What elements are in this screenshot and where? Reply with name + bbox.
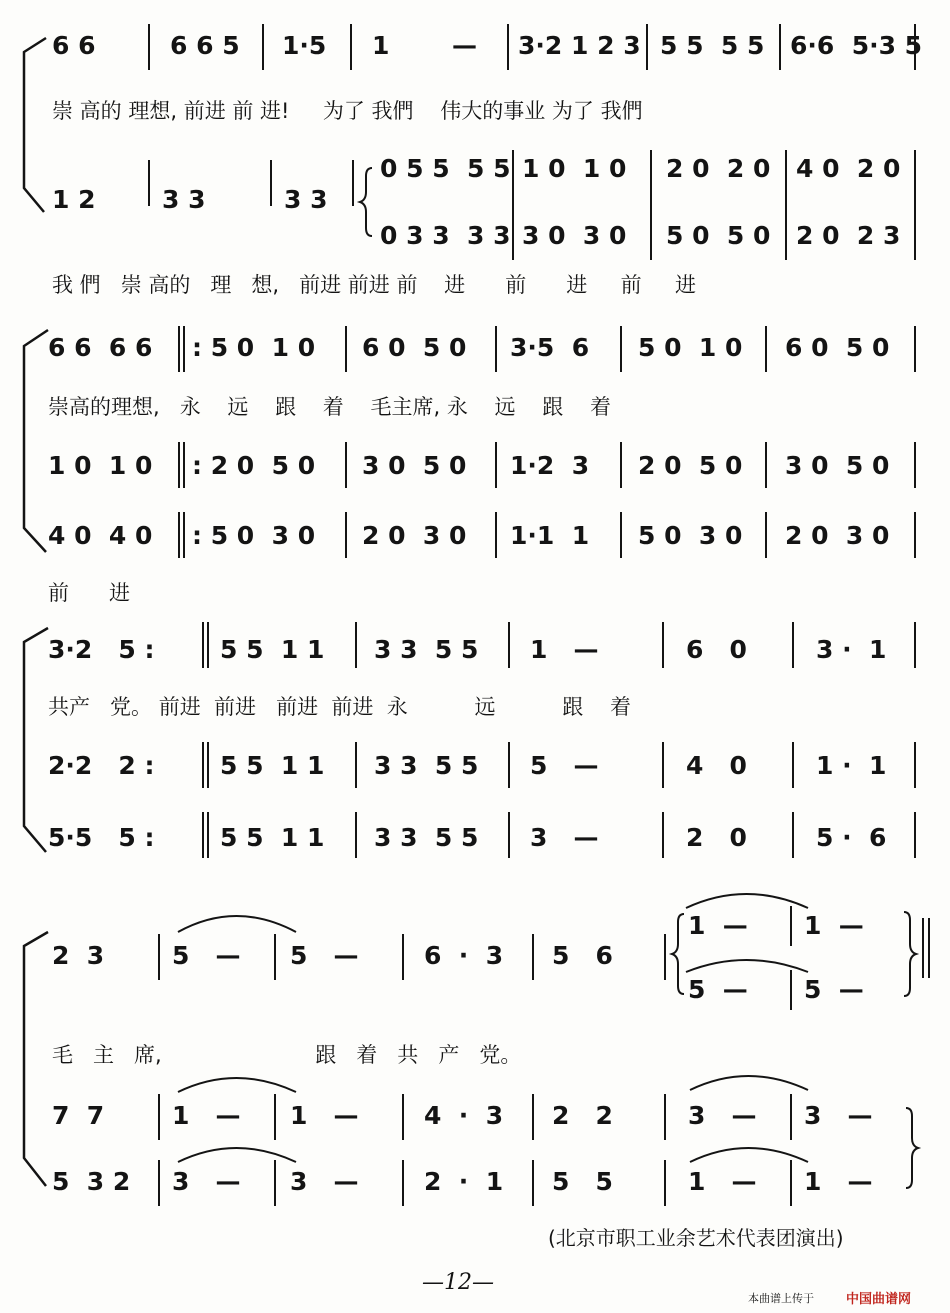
notes-s3r2-m6: 1 · 1 xyxy=(816,751,887,780)
notes-s2r3-m4: 1·1 1 xyxy=(510,521,590,550)
notes-s4r4-m2: 3 — xyxy=(172,1167,241,1196)
notes-s4r3-m5: 2 2 xyxy=(552,1101,613,1130)
notes-s2r1-m1: 6 6 6 6 xyxy=(48,333,153,362)
notes-s2r1-m5: 5 0 1 0 xyxy=(638,333,743,362)
notes-s1r3-m4: 2 0 2 3 xyxy=(796,221,901,250)
notes-s1r2-m3: 3 3 xyxy=(284,185,328,214)
notes-s2r2-m3: 3 0 5 0 xyxy=(362,451,467,480)
notes-s3r1-m3: 3 3 5 5 xyxy=(374,635,479,664)
lyrics-s2-1: 崇高的理想, 永 远 跟 着 毛主席, 永 远 跟 着 xyxy=(48,395,611,419)
notes-s4r4-m5: 5 5 xyxy=(552,1167,613,1196)
notes-s1r3-m3: 5 0 5 0 xyxy=(666,221,771,250)
notes-s4r4-m1: 5 3 2 xyxy=(52,1167,131,1196)
notes-s4r1-m2: 5 — xyxy=(172,941,241,970)
notes-s2r2-m6: 3 0 5 0 xyxy=(785,451,890,480)
notes-s2r1-m6: 6 0 5 0 xyxy=(785,333,890,362)
notes-s4r1-m1: 2 3 xyxy=(52,941,105,970)
notes-s2r3-m5: 5 0 3 0 xyxy=(638,521,743,550)
notes-s3r1-m6: 3 · 1 xyxy=(816,635,887,664)
notes-s1r1-m3: 1·5 xyxy=(282,31,327,60)
notes-s3r2-m3: 3 3 5 5 xyxy=(374,751,479,780)
notes-s4r3-m2: 1 — xyxy=(172,1101,241,1130)
notes-s4r1-m6: 1 — xyxy=(688,911,748,940)
notes-s4r4-m6: 1 — xyxy=(688,1167,757,1196)
notes-s3r3-m4: 3 — xyxy=(530,823,599,852)
notes-s1r1-m2: 6 6 5 xyxy=(170,31,240,60)
notes-s1r3-m1: 0 3 3 3 3 xyxy=(380,221,511,250)
notes-s1r2-m2: 3 3 xyxy=(162,185,206,214)
notes-s3r1-m4: 1 — xyxy=(530,635,599,664)
lyrics-s1-1: 崇 高的 理想, 前进 前 进! 为了 我們 伟大的事业 为了 我們 xyxy=(52,99,643,123)
notes-s2r3-m6: 2 0 3 0 xyxy=(785,521,890,550)
notes-s1r1-m7: 6·6 5·3 5 xyxy=(790,31,923,60)
notes-s3r3-m5: 2 0 xyxy=(686,823,747,852)
notes-s3r2-m5: 4 0 xyxy=(686,751,747,780)
notes-s4r1-m5: 5 6 xyxy=(552,941,613,970)
page-number: —12— xyxy=(422,1270,494,1295)
notes-s3r3-m3: 3 3 5 5 xyxy=(374,823,479,852)
notes-s2r1-m3: 6 0 5 0 xyxy=(362,333,467,362)
notes-s2r1-m4: 3·5 6 xyxy=(510,333,590,362)
lyrics-s3-1: 共产 党。 前进 前进 前进 前进 永 远 跟 着 xyxy=(48,695,631,719)
lyrics-s1-2: 我 們 崇 高的 理 想, 前进 前进 前 进 前 进 前 进 xyxy=(52,273,697,297)
notes-s4r1-m3: 5 — xyxy=(290,941,359,970)
notes-s1r1-m4b: — xyxy=(452,31,477,60)
notes-s4r3-m7: 3 — xyxy=(804,1101,873,1130)
notes-s4r3-m4: 4 · 3 xyxy=(424,1101,504,1130)
notes-s4r4-m3: 3 — xyxy=(290,1167,359,1196)
watermark-text: 本曲谱上传于 xyxy=(748,1292,814,1305)
notes-s4r4-m4: 2 · 1 xyxy=(424,1167,504,1196)
notes-s1r1-m5: 3·2 1 2 3 xyxy=(518,31,641,60)
notes-s2r1-m2: : 5 0 1 0 xyxy=(192,333,316,362)
notes-s1r2-m7: 4 0 2 0 xyxy=(796,154,901,183)
notes-s1r2-m1: 1 2 xyxy=(52,185,96,214)
notes-s3r3-m1: 5·5 5 : xyxy=(48,823,155,852)
notes-s2r3-m2: : 5 0 3 0 xyxy=(192,521,316,550)
notes-s1r2-m4: 0 5 5 5 5 xyxy=(380,154,511,183)
notes-s3r1-m5: 6 0 xyxy=(686,635,747,664)
notes-s4r3-m1: 7 7 xyxy=(52,1101,105,1130)
notes-s3r2-m4: 5 — xyxy=(530,751,599,780)
notes-s1r1-m4: 1 xyxy=(372,31,390,60)
notes-s2r3-m1: 4 0 4 0 xyxy=(48,521,153,550)
notes-s2r3-m3: 2 0 3 0 xyxy=(362,521,467,550)
notes-s4r4-m7: 1 — xyxy=(804,1167,873,1196)
notes-s4r1-m4: 6 · 3 xyxy=(424,941,504,970)
notes-s3r3-m6: 5 · 6 xyxy=(816,823,887,852)
notes-s3r1-m2: 5 5 1 1 xyxy=(220,635,325,664)
notes-s2r2-m1: 1 0 1 0 xyxy=(48,451,153,480)
notes-s2r2-m4: 1·2 3 xyxy=(510,451,590,480)
notes-s1r2-m6: 2 0 2 0 xyxy=(666,154,771,183)
notes-s1r1-m6: 5 5 5 5 xyxy=(660,31,765,60)
notes-s3r2-m1: 2·2 2 : xyxy=(48,751,155,780)
notes-s4r3-m3: 1 — xyxy=(290,1101,359,1130)
performer-credit: (北京市职工业余艺术代表团演出) xyxy=(548,1226,844,1250)
notes-s1r1-m1: 6 6 xyxy=(52,31,96,60)
notes-s1r3-m2: 3 0 3 0 xyxy=(522,221,627,250)
notes-s4r2-m2: 5 — xyxy=(804,975,864,1004)
notes-s1r2-m5: 1 0 1 0 xyxy=(522,154,627,183)
notes-s3r3-m2: 5 5 1 1 xyxy=(220,823,325,852)
notes-s4r3-m6: 3 — xyxy=(688,1101,757,1130)
notes-s2r2-m5: 2 0 5 0 xyxy=(638,451,743,480)
notes-s3r1-m1: 3·2 5 : xyxy=(48,635,155,664)
watermark-logo: 中国曲谱网 xyxy=(846,1292,912,1307)
notes-s4r1-m7: 1 — xyxy=(804,911,864,940)
notes-s4r2-m1: 5 — xyxy=(688,975,748,1004)
lyrics-s4-1: 毛 主 席, 跟 着 共 产 党。 xyxy=(52,1043,522,1067)
notes-s2r2-m2: : 2 0 5 0 xyxy=(192,451,316,480)
lyrics-s2-2: 前 进 xyxy=(48,581,131,605)
notes-s3r2-m2: 5 5 1 1 xyxy=(220,751,325,780)
